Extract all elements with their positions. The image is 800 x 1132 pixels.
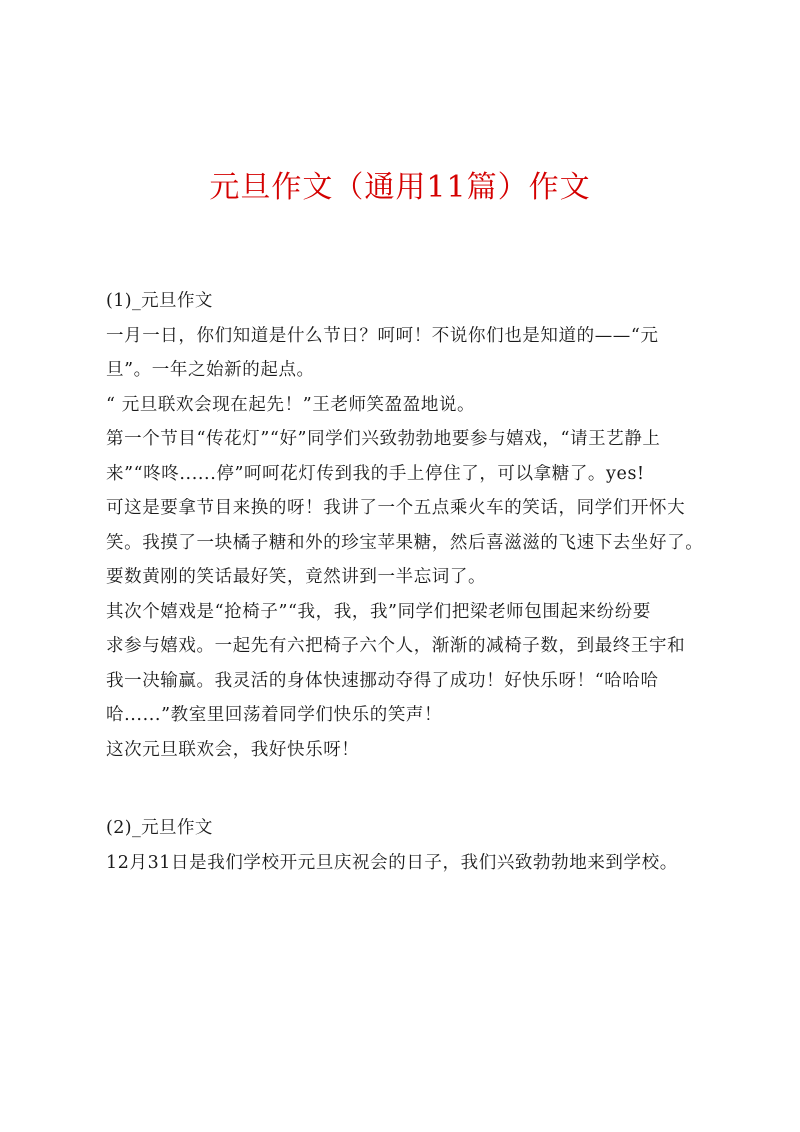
paragraph-line: “ 元旦联欢会现在起先！”王老师笑盈盈地说。 xyxy=(106,394,476,415)
section-heading-1: (1)_元旦作文 xyxy=(106,291,213,311)
paragraph-line: 求参与嬉戏。一起先有六把椅子六个人，渐渐的减椅子数，到最终王宇和 xyxy=(106,636,686,656)
paragraph-line: 12月31日是我们学校开元旦庆祝会的日子，我们兴致勃勃地来到学校。 xyxy=(106,852,678,873)
paragraph-line: 这次元旦联欢会，我好快乐呀！ xyxy=(106,739,360,760)
paragraph-line: 要数黄刚的笑话最好笑，竟然讲到一半忘词了。 xyxy=(106,567,487,587)
paragraph-line: 我一决输赢。我灵活的身体快速挪动夺得了成功！好快乐呀！“哈哈哈 xyxy=(106,670,659,691)
paragraph-line: 旦”。一年之始新的起点。 xyxy=(106,360,315,380)
paragraph-line: 其次个嬉戏是“抢椅子”“我，我，我”同学们把梁老师包围起来纷纷要 xyxy=(106,601,651,622)
document-title: 元旦作文（通用11篇）作文 xyxy=(209,170,591,205)
paragraph-line: 哈......”教室里回荡着同学们快乐的笑声！ xyxy=(106,705,443,725)
document-body xyxy=(106,284,706,880)
section-spacer xyxy=(106,767,706,811)
paragraph-line: 笑。我摸了一块橘子糖和外的珍宝苹果糖，然后喜滋滋的飞速下去坐好了。 xyxy=(106,532,704,553)
paragraph-line: 第一个节目“传花灯”“好”同学们兴致勃勃地要参与嬉戏，“请王艺静上 xyxy=(106,429,661,449)
paragraph-line: 一月一日，你们知道是什么节日？呵呵！不说你们也是知道的——“元 xyxy=(106,325,659,346)
section-heading-2: (2)_元旦作文 xyxy=(106,818,213,838)
paragraph-line: 来”“咚咚......停”呵呵花灯传到我的手上停住了，可以拿糖了。yes! xyxy=(106,463,645,484)
paragraph-line: 可这是要拿节目来换的呀！我讲了一个五点乘火车的笑话，同学们开怀大 xyxy=(106,498,686,518)
